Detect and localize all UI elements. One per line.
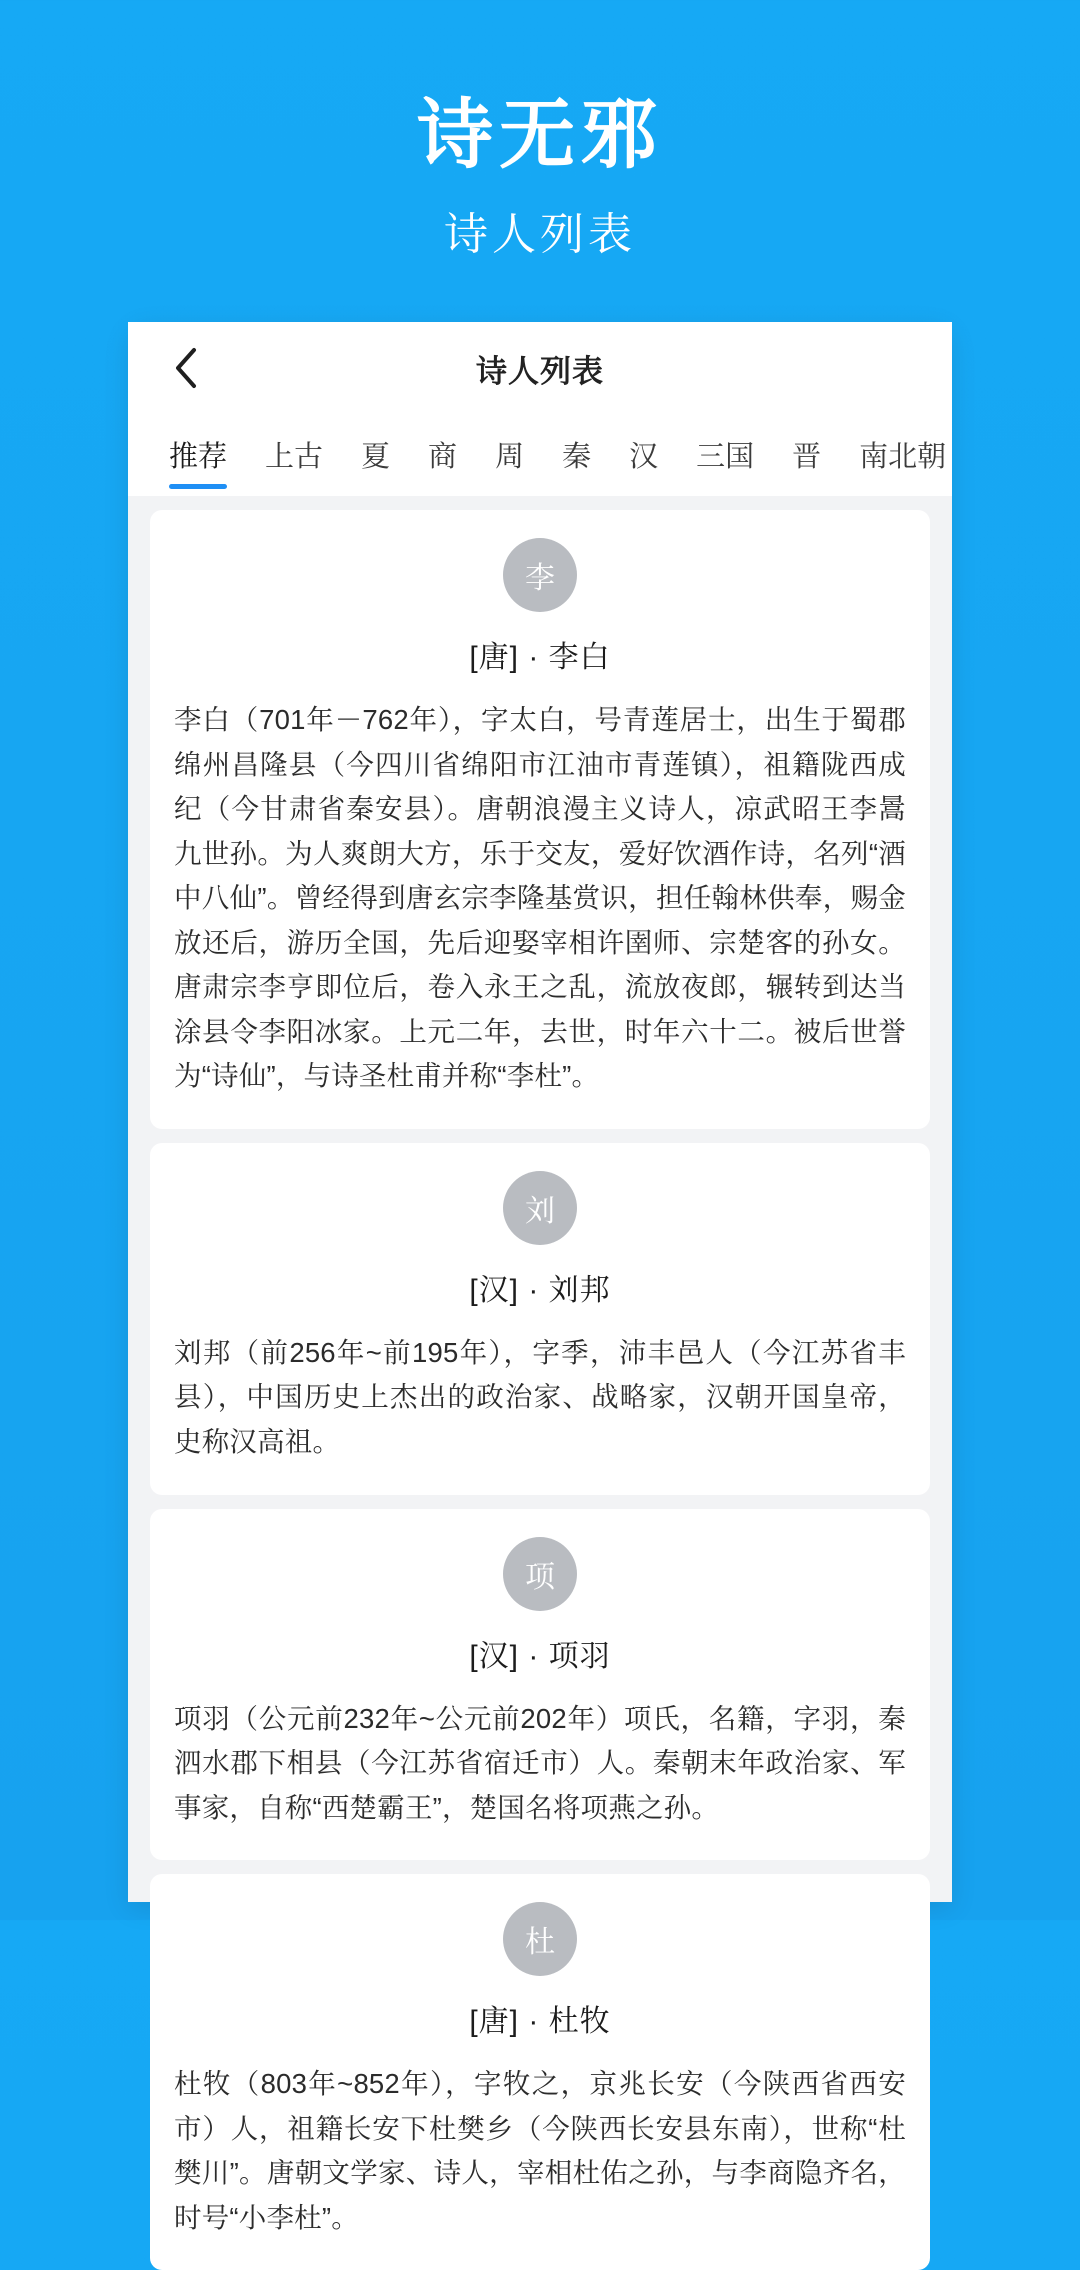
- tab-xia[interactable]: 夏: [361, 441, 391, 473]
- phone-screen-panel: [128, 322, 952, 2233]
- tab-nanbeichao[interactable]: 南北朝: [859, 441, 947, 473]
- avatar-wrap: [174, 1171, 906, 1245]
- app-title: 诗无邪: [417, 93, 663, 178]
- tab-sanguo[interactable]: 三国: [696, 441, 755, 473]
- poet-description: 杜牧（803年~852年），字牧之，京兆长安（今陕西省西安市）人，祖籍长安下杜樊乡（今陕西长安县东南），世称“杜樊川”。唐朝文学家、诗人，宰相杜佑之孙，与李商隐齐名，时号“小李杜”。: [174, 2068, 906, 2233]
- dynasty-tab-bar[interactable]: [128, 414, 952, 496]
- avatar-wrap: [174, 538, 906, 612]
- avatar-wrap: [174, 1902, 906, 1976]
- avatar: 刘: [503, 1171, 577, 1245]
- poet-name: [唐] · 杜牧: [469, 2005, 611, 2039]
- avatar-wrap: [174, 1537, 906, 1611]
- navigation-bar: [128, 322, 952, 414]
- poet-list[interactable]: [128, 510, 952, 2233]
- poet-description: 刘邦（前256年~前195年），字季，沛丰邑人（今江苏省丰县），中国历史上杰出的政治家、战略家，汉朝开国皇帝，史称汉高祖。: [174, 1336, 906, 1458]
- app-subtitle: 诗人列表: [444, 209, 636, 259]
- tab-qin[interactable]: 秦: [562, 441, 592, 473]
- list-item[interactable]: [150, 510, 930, 1129]
- poet-name: [汉] · 项羽: [469, 1639, 611, 1673]
- poet-name: [汉] · 刘邦: [469, 1273, 611, 1307]
- avatar: 项: [503, 1537, 577, 1611]
- poet-name: [唐] · 李白: [469, 641, 611, 674]
- chevron-left-icon: [173, 347, 199, 389]
- tab-zhou[interactable]: 周: [495, 441, 525, 473]
- tab-jin[interactable]: 晋: [792, 441, 822, 473]
- poet-description: 项羽（公元前232年~公元前202年）项氏，名籍，字羽，秦泗水郡下相县（今江苏省宿迁市）人。秦朝末年政治家、军事家，自称“西楚霸王”，楚国名将项燕之孙。: [174, 1702, 906, 1823]
- list-item[interactable]: [150, 1143, 930, 1495]
- tab-shanggu[interactable]: 上古: [265, 441, 324, 473]
- tab-han[interactable]: 汉: [629, 441, 659, 473]
- poet-description: 李白（701年－762年），字太白，号青莲居士，出生于蜀郡绵州昌隆县（今四川省绵阳市江油市青莲镇），祖籍陇西成纪（今甘肃省秦安县）。唐朝浪漫主义诗人，凉武昭王李暠九世孙。为人爽朗大方，乐于交友，爱好饮酒作诗，名列“酒中八仙”。曾经得到唐玄宗李隆基赏识，担任翰林供奉，赐金放还后，游历全国，先后迎娶宰相许圉师、宗楚客的孙女。唐肃宗李亨即位后，卷入永王之乱，流放夜郎，辗转到达当涂县令李阳冰家。上元二年，去世，时年六十二。被后世誉为“诗仙”，与诗圣杜甫并称“李杜”。: [174, 704, 906, 1092]
- tab-shang[interactable]: 商: [428, 441, 458, 473]
- page-title: 诗人列表: [476, 353, 604, 389]
- avatar: 李: [503, 538, 577, 612]
- avatar: 杜: [503, 1902, 577, 1976]
- tab-tuijian[interactable]: 推荐: [150, 414, 246, 495]
- list-item[interactable]: [150, 1509, 930, 1861]
- back-button[interactable]: [156, 322, 216, 414]
- list-item[interactable]: [150, 1874, 930, 2270]
- app-header: [0, 0, 1080, 262]
